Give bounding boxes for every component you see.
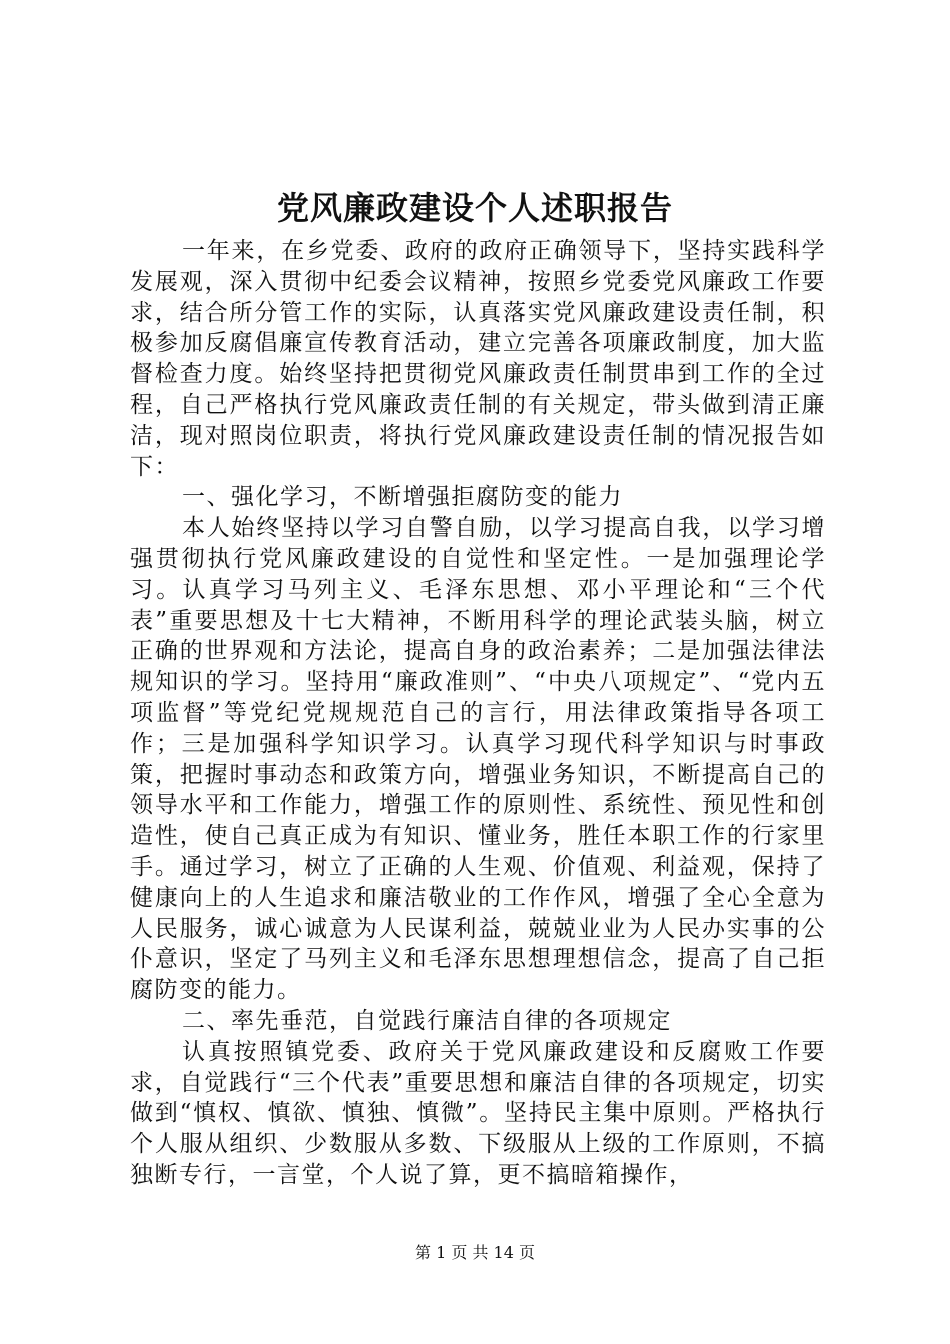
section-paragraph-1: 本人始终坚持以学习自警自励，以学习提高自我，以学习增强贯彻执行党风廉政建设的自觉性和坚定性。一是加强理论学习。认真学习马列主义、毛泽东思想、邓小平理论和“三个代表”重要思想及十七大精神，不断用科学的理论武装头脑，树立正确的世界观和方法论，提高自身的政治素养；二是加强法律法规知识的学习。坚持用“廉政准则”、“中央八项规定”、“党内五项监督”等党纪党规规范自己的言行，用法律政策指导各项工作；三是加强科学知识学习。认真学习现代科学知识与时事政策，把握时事动态和政策方向，增强业务知识，不断提高自己的领导水平和工作能力，增强工作的原则性、系统性、预见性和创造性，使自己真正成为有知识、懂业务，胜任本职工作的行家里手。通过学习，树立了正确的人生观、价值观、利益观，保持了健康向上的人生追求和廉洁敬业的工作作风，增强了全心全意为人民服务，诚心诚意为人民谋利益，兢兢业业为人民办实事的公仆意识，坚定了马列主义和毛泽东思想理想信念，提高了自己拒腐防变的能力。 [130,515,826,1004]
section-heading-1: 一、强化学习，不断增强拒腐防变的能力 [182,484,623,511]
section-heading-2: 二、率先垂范，自觉践行廉洁自律的各项规定 [182,1007,672,1034]
document-title: 党风廉政建设个人述职报告 [276,189,673,227]
document-body [130,236,826,1191]
page-number-footer: 第 1 页 共 14 页 [415,1243,535,1262]
intro-paragraph: 一年来，在乡党委、政府的政府正确领导下，坚持实践科学发展观，深入贯彻中纪委会议精神，按照乡党委党风廉政工作要求，结合所分管工作的实际，认真落实党风廉政建设责任制，积极参加反腐倡廉宣传教育活动，建立完善各项廉政制度，加大监督检查力度。始终坚持把贯彻党风廉政责任制贯串到工作的全过程，自己严格执行党风廉政责任制的有关规定，带头做到清正廉洁，现对照岗位职责，将执行党风廉政建设责任制的情况报告如下： [130,238,826,480]
section-paragraph-2: 认真按照镇党委、政府关于党风廉政建设和反腐败工作要求，自觉践行“三个代表”重要思想和廉洁自律的各项规定，切实做到“慎权、慎欲、慎独、慎微”。坚持民主集中原则。严格执行个人服从组织、少数服从多数、下级服从上级的工作原则，不搞独断专行，一言堂，个人说了算，更不搞暗箱操作， [130,1038,826,1188]
